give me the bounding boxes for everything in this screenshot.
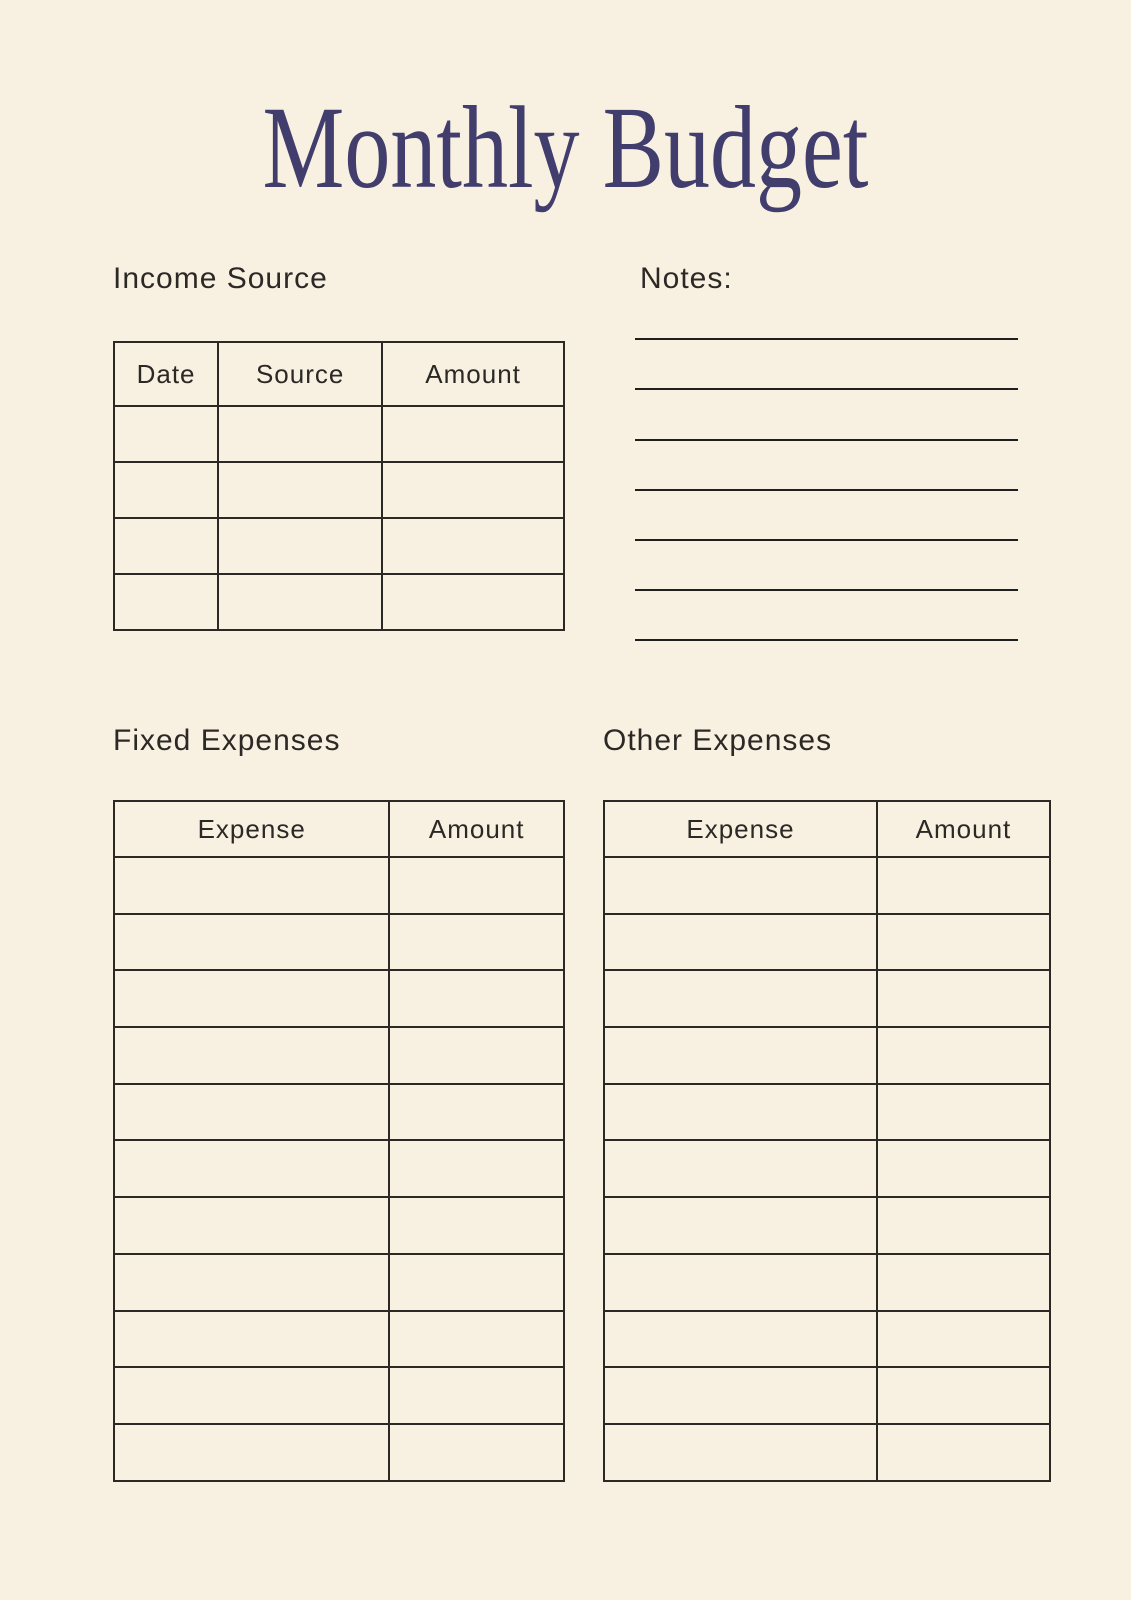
other-expenses-header-row xyxy=(604,801,1050,857)
fixed-expenses-heading: Fixed Expenses xyxy=(113,724,341,757)
table-row xyxy=(604,1311,1050,1368)
empty-cell xyxy=(218,574,382,630)
empty-cell xyxy=(877,1084,1050,1141)
table-row xyxy=(604,1254,1050,1311)
empty-cell xyxy=(389,1254,564,1311)
empty-cell xyxy=(877,1140,1050,1197)
empty-cell xyxy=(389,1311,564,1368)
table-row xyxy=(604,914,1050,971)
note-line xyxy=(635,591,1018,641)
other-expenses-table xyxy=(603,800,1051,1482)
table-row xyxy=(114,1367,564,1424)
table-row xyxy=(114,857,564,914)
empty-cell xyxy=(604,1084,877,1141)
column-header: Date xyxy=(114,342,218,406)
table-row xyxy=(604,857,1050,914)
empty-cell xyxy=(604,914,877,971)
notes-lines xyxy=(635,290,1018,641)
column-header: Source xyxy=(218,342,382,406)
table-row xyxy=(604,1140,1050,1197)
empty-cell xyxy=(604,1197,877,1254)
table-row xyxy=(114,1027,564,1084)
income-source-heading: Income Source xyxy=(113,262,328,295)
table-row xyxy=(114,574,564,630)
empty-cell xyxy=(877,970,1050,1027)
empty-cell xyxy=(382,574,564,630)
empty-cell xyxy=(389,857,564,914)
note-line xyxy=(635,441,1018,491)
empty-cell xyxy=(389,1027,564,1084)
table-row xyxy=(114,406,564,462)
empty-cell xyxy=(877,1197,1050,1254)
note-line xyxy=(635,290,1018,340)
empty-cell xyxy=(604,1140,877,1197)
table-row xyxy=(604,1197,1050,1254)
income-source-table xyxy=(113,341,565,631)
empty-cell xyxy=(218,406,382,462)
other-expenses-heading: Other Expenses xyxy=(603,724,833,757)
empty-cell xyxy=(114,857,389,914)
note-line xyxy=(635,541,1018,591)
fixed-expenses-header-row xyxy=(114,801,564,857)
empty-cell xyxy=(389,914,564,971)
empty-cell xyxy=(389,970,564,1027)
empty-cell xyxy=(389,1084,564,1141)
empty-cell xyxy=(114,1140,389,1197)
table-row xyxy=(114,1140,564,1197)
notes-heading: Notes: xyxy=(640,262,733,295)
empty-cell xyxy=(389,1424,564,1481)
table-row xyxy=(114,914,564,971)
table-row xyxy=(114,1424,564,1481)
page-title: Monthly Budget xyxy=(262,82,869,213)
column-header: Expense xyxy=(604,801,877,857)
empty-cell xyxy=(218,518,382,574)
empty-cell xyxy=(114,1367,389,1424)
empty-cell xyxy=(877,1311,1050,1368)
empty-cell xyxy=(382,518,564,574)
empty-cell xyxy=(382,462,564,518)
note-line xyxy=(635,340,1018,390)
empty-cell xyxy=(604,1254,877,1311)
empty-cell xyxy=(877,914,1050,971)
empty-cell xyxy=(877,857,1050,914)
table-row xyxy=(114,1084,564,1141)
table-row xyxy=(114,1254,564,1311)
empty-cell xyxy=(114,1311,389,1368)
table-row xyxy=(604,1424,1050,1481)
empty-cell xyxy=(114,1084,389,1141)
table-row xyxy=(604,970,1050,1027)
empty-cell xyxy=(877,1254,1050,1311)
empty-cell xyxy=(389,1367,564,1424)
empty-cell xyxy=(114,406,218,462)
note-line xyxy=(635,491,1018,541)
empty-cell xyxy=(218,462,382,518)
empty-cell xyxy=(114,574,218,630)
empty-cell xyxy=(114,1254,389,1311)
table-row xyxy=(114,1311,564,1368)
empty-cell xyxy=(877,1027,1050,1084)
empty-cell xyxy=(114,970,389,1027)
empty-cell xyxy=(604,1367,877,1424)
column-header: Amount xyxy=(389,801,564,857)
note-line xyxy=(635,390,1018,440)
table-row xyxy=(604,1084,1050,1141)
empty-cell xyxy=(877,1424,1050,1481)
empty-cell xyxy=(114,1424,389,1481)
empty-cell xyxy=(604,857,877,914)
column-header: Amount xyxy=(877,801,1050,857)
empty-cell xyxy=(114,1027,389,1084)
empty-cell xyxy=(114,914,389,971)
table-row xyxy=(604,1367,1050,1424)
column-header: Expense xyxy=(114,801,389,857)
column-header: Amount xyxy=(382,342,564,406)
table-row xyxy=(114,462,564,518)
empty-cell xyxy=(389,1197,564,1254)
table-row xyxy=(604,1027,1050,1084)
income-header-row xyxy=(114,342,564,406)
empty-cell xyxy=(114,1197,389,1254)
fixed-expenses-table xyxy=(113,800,565,1482)
empty-cell xyxy=(114,462,218,518)
table-row xyxy=(114,518,564,574)
table-row xyxy=(114,1197,564,1254)
empty-cell xyxy=(114,518,218,574)
empty-cell xyxy=(604,1424,877,1481)
empty-cell xyxy=(604,1027,877,1084)
empty-cell xyxy=(389,1140,564,1197)
table-row xyxy=(114,970,564,1027)
empty-cell xyxy=(604,1311,877,1368)
empty-cell xyxy=(604,970,877,1027)
empty-cell xyxy=(382,406,564,462)
empty-cell xyxy=(877,1367,1050,1424)
